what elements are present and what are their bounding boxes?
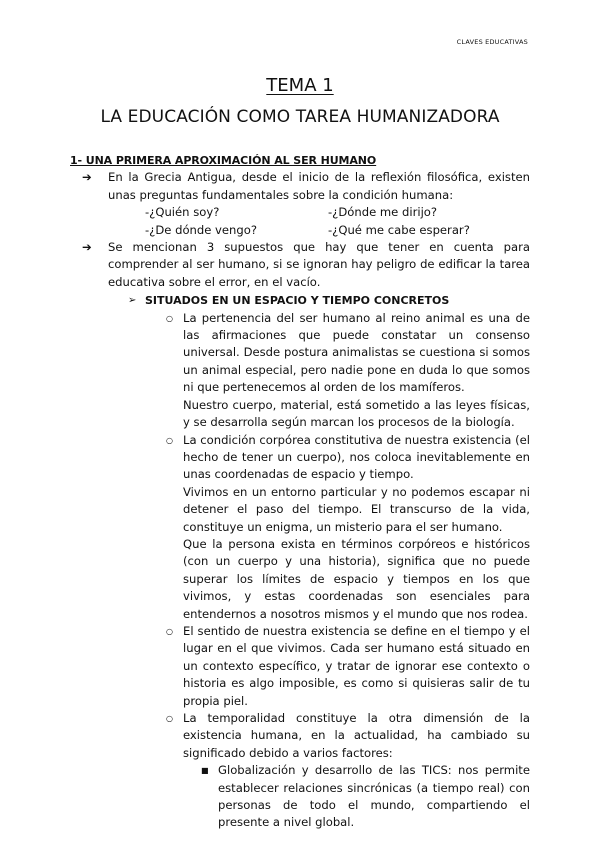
- circle-bullet: [70, 310, 530, 432]
- arrowhead-icon: ➢: [128, 295, 137, 307]
- circle-bullet: [70, 710, 530, 762]
- circle-bullet-icon: ○: [166, 313, 173, 323]
- question-item: -¿Quién soy?: [145, 205, 220, 220]
- square-bullet: [70, 762, 530, 832]
- section-heading: 1- UNA PRIMERA APROXIMACIÓN AL SER HUMANO: [70, 154, 377, 167]
- square-bullet-icon: ■: [201, 766, 209, 776]
- paragraph: Que la persona exista en términos corpóreos e históricos (con un cuerpo y una historia), significa que no puede superar los límites de espacio y tiempos en los que vivimos, y estas coordenadas son esenciales para entendernos a nosotros mismos y el mundo que nos rodea.: [183, 536, 530, 621]
- chapter-title: LA EDUCACIÓN COMO TAREA HUMANIZADORA: [100, 107, 500, 127]
- circle-bullet-icon: ○: [166, 435, 173, 445]
- chapter-number: TEMA 1: [266, 75, 334, 96]
- bullet-text: Se mencionan 3 supuestos que hay que tener en cuenta para comprender al ser humano, si se ignoran hay peligro de edificar la tarea educativa sobre el error, en el vacío.: [108, 240, 530, 289]
- paragraph: La condición corpórea constitutiva de nuestra existencia (el hecho de tener un cuerpo), nos coloca inevitablemente en unas coordenadas de espacio y tiempo.: [183, 432, 530, 482]
- question-item: -¿Qué me cabe esperar?: [328, 222, 470, 237]
- circle-bullet-icon: ○: [166, 626, 173, 636]
- paragraph: El sentido de nuestra existencia se define en el tiempo y el lugar en el que vivimos. Cada ser humano está situado en un contexto específico, y tratar de ignorar ese contexto o historia es algo imposible, es como si quisieras salir de tu propia piel.: [183, 623, 530, 708]
- questions-grid: [70, 204, 530, 239]
- circle-bullet-icon: ○: [166, 714, 173, 723]
- arrow-bullet: [70, 239, 530, 291]
- arrow-bullet: [70, 169, 530, 204]
- subheading-bullet: [70, 292, 530, 309]
- circle-bullet: [70, 432, 530, 623]
- arrow-right-icon: ➔: [82, 240, 92, 255]
- question-item: -¿Dónde me dirijo?: [328, 205, 438, 220]
- paragraph: La pertenencia del ser humano al reino animal es una de las afirmaciones que puede constatar un consenso universal. Desde postura animalistas se cuestiona si somos un animal especial, pero nadie pone en duda lo que somos ni que pertenecemos al orden de los mamíferos.: [183, 310, 530, 395]
- circle-bullet: [70, 623, 530, 710]
- arrow-right-icon: ➔: [82, 170, 92, 185]
- bullet-text: En la Grecia Antigua, desde el inicio de la reflexión filosófica, existen unas preguntas fundamentales sobre la condición humana:: [108, 170, 530, 202]
- subheading-text: SITUADOS EN UN ESPACIO Y TIEMPO CONCRETOS: [145, 294, 450, 308]
- paragraph: Vivimos en un entorno particular y no podemos escapar ni detener el paso del tiempo. El transcurso de la vida, constituye un enigma, un misterio para el ser humano.: [183, 484, 530, 534]
- paragraph: Globalización y desarrollo de las TICS: nos permite establecer relaciones sincrónicas (a tiempo real) con personas de todo el mundo, compartiendo el presente a nivel global.: [218, 763, 530, 830]
- paragraph: Nuestro cuerpo, material, está sometido a las leyes físicas, y se desarrolla según marcan los procesos de la biología.: [183, 397, 530, 430]
- running-header: CLAVES EDUCATIVAS: [456, 38, 528, 46]
- paragraph: La temporalidad constituye la otra dimensión de la existencia humana, en la actualidad, ha cambiado su significado debido a varios factores:: [183, 711, 530, 760]
- question-item: -¿De dónde vengo?: [145, 222, 258, 237]
- body-content: [70, 152, 530, 832]
